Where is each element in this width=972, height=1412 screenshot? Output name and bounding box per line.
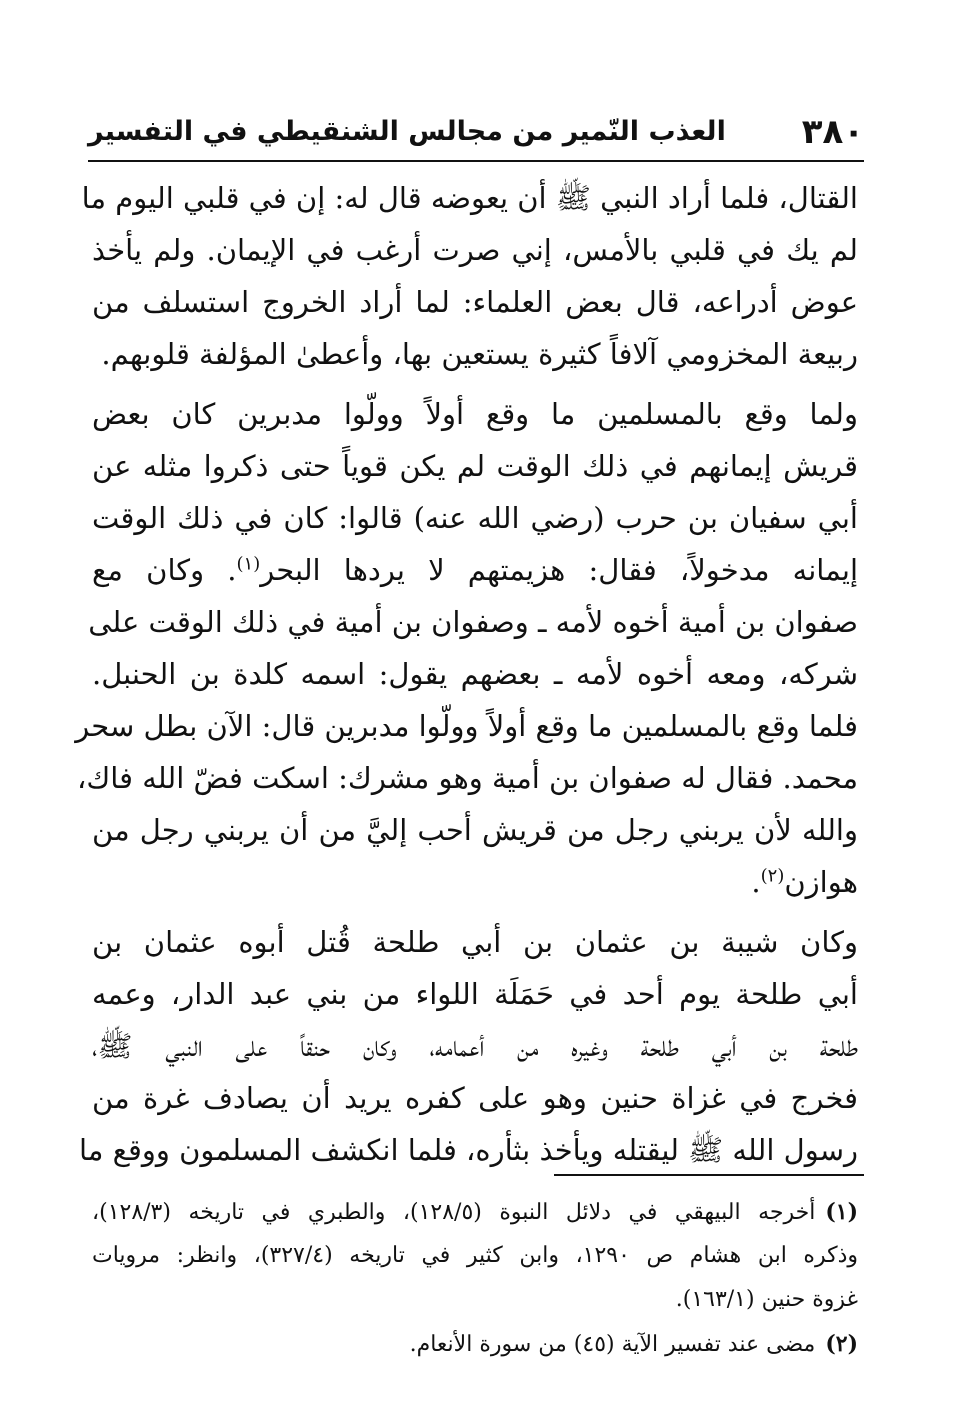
- footnote-line: [92, 1322, 858, 1366]
- text-line: قريش إيمانهم في ذلك الوقت لم يكن قوياً حتى ذكروا مثله عن: [92, 449, 858, 483]
- footnote-separator: [554, 1174, 864, 1176]
- text-segment: هوازن: [784, 865, 858, 899]
- text-segment: . وكان مع: [92, 553, 237, 587]
- text-line: صفوان بن أمية أخوه لأمه ـ وصفوان بن أمية في ذلك الوقت على: [88, 605, 858, 639]
- footnote-reference-1[interactable]: (١): [236, 553, 261, 575]
- footnote-text: مضى عند تفسير الآية (٤٥) من سورة الأنعام.: [409, 1332, 816, 1357]
- text-line: أبي طلحة يوم أحد في حَمَلَة اللواء من بني عبد الدار، وعمه: [92, 977, 858, 1011]
- footnote-2: [92, 1322, 858, 1366]
- text-line: عوض أدراعه، قال بعض العلماء: لما أراد الخروج استسلف من: [92, 285, 858, 319]
- page-header: [88, 106, 864, 156]
- page-number: ٣٨٠: [801, 112, 864, 152]
- body-text: [75, 172, 858, 1184]
- text-line: فلما وقع بالمسلمين ما وقع أولاً وولّوا مدبرين قال: الآن بطل سحر: [75, 709, 858, 743]
- text-segment: إيمانه مدخولاً، فقال: هزيمتهم لا يردها البحر: [260, 553, 858, 587]
- footnote-line: [92, 1190, 858, 1234]
- footnotes: [92, 1190, 858, 1366]
- footnote-reference-2[interactable]: (٢): [760, 865, 785, 887]
- text-line: والله لأن يربني رجل من قريش أحب إليَّ من أن يربني رجل من: [92, 813, 858, 847]
- text-line: ولما وقع بالمسلمين ما وقع أولاً وولّوا مدبرين كان بعض: [92, 397, 858, 431]
- text-line: محمد. فقال له صفوان بن أمية وهو مشرك: اسكت فضّ الله فاك،: [77, 761, 858, 795]
- text-line-with-footnote: [92, 544, 858, 596]
- text-line: وكان شيبة بن عثمان بن أبي طلحة قُتل أبوه عثمان بن: [92, 925, 858, 959]
- paragraph-3: [79, 916, 858, 1176]
- text-line: شركه، ومعه أخوه لأمه ـ بعضهم يقول: اسمه كلدة بن الحنبل.: [92, 657, 858, 691]
- paragraph-2: [75, 388, 858, 908]
- footnote-line: غزوة حنين (١٦٣/١).: [675, 1287, 858, 1312]
- footnote-line: وذكره ابن هشام ص ١٢٩٠، وابن كثير في تاريخه (٣٢٧/٤)، وانظر: مرويات: [92, 1243, 858, 1268]
- footnote-number: (٢): [825, 1331, 858, 1357]
- text-line-with-footnote: [92, 856, 858, 908]
- text-line: القتال، فلما أراد النبي ﷺ أن يعوضه قال له: إن في قلبي اليوم ما: [81, 181, 858, 215]
- footnote-text: أخرجه البيهقي في دلائل النبوة (١٢٨/٥)، والطبري في تاريخه (١٢٨/٣)،: [92, 1200, 816, 1225]
- footnote-1: [92, 1190, 858, 1322]
- text-segment: .: [751, 865, 761, 899]
- text-line: طلحة بن أبي طلحة وغيره من أعمامه، وكان حنقاً على النبي ﷺ،: [92, 1029, 858, 1063]
- running-title: العذب النّمير من مجالس الشنقيطي في التفسير: [88, 116, 726, 147]
- text-line: لم يك في قلبي بالأمس، إني صرت أرغب في الإيمان. ولم يأخذ: [92, 233, 858, 267]
- header-rule: [88, 160, 864, 162]
- text-line: فخرج في غزاة حنين وهو على كفره يريد أن يصادف غرة من: [92, 1081, 858, 1115]
- text-line: رسول الله ﷺ ليقتله ويأخذ بثأره، فلما انكشف المسلمون ووقع ما: [79, 1133, 858, 1167]
- text-line: ربيعة المخزومي آلافاً كثيرة يستعين بها، وأعطىٰ المؤلفة قلوبهم.: [101, 337, 858, 371]
- footnote-number: (١): [825, 1199, 858, 1225]
- text-line: أبي سفيان بن حرب (رضي الله عنه) قالوا: كان في ذلك الوقت: [92, 501, 858, 535]
- paragraph-1: [81, 172, 858, 380]
